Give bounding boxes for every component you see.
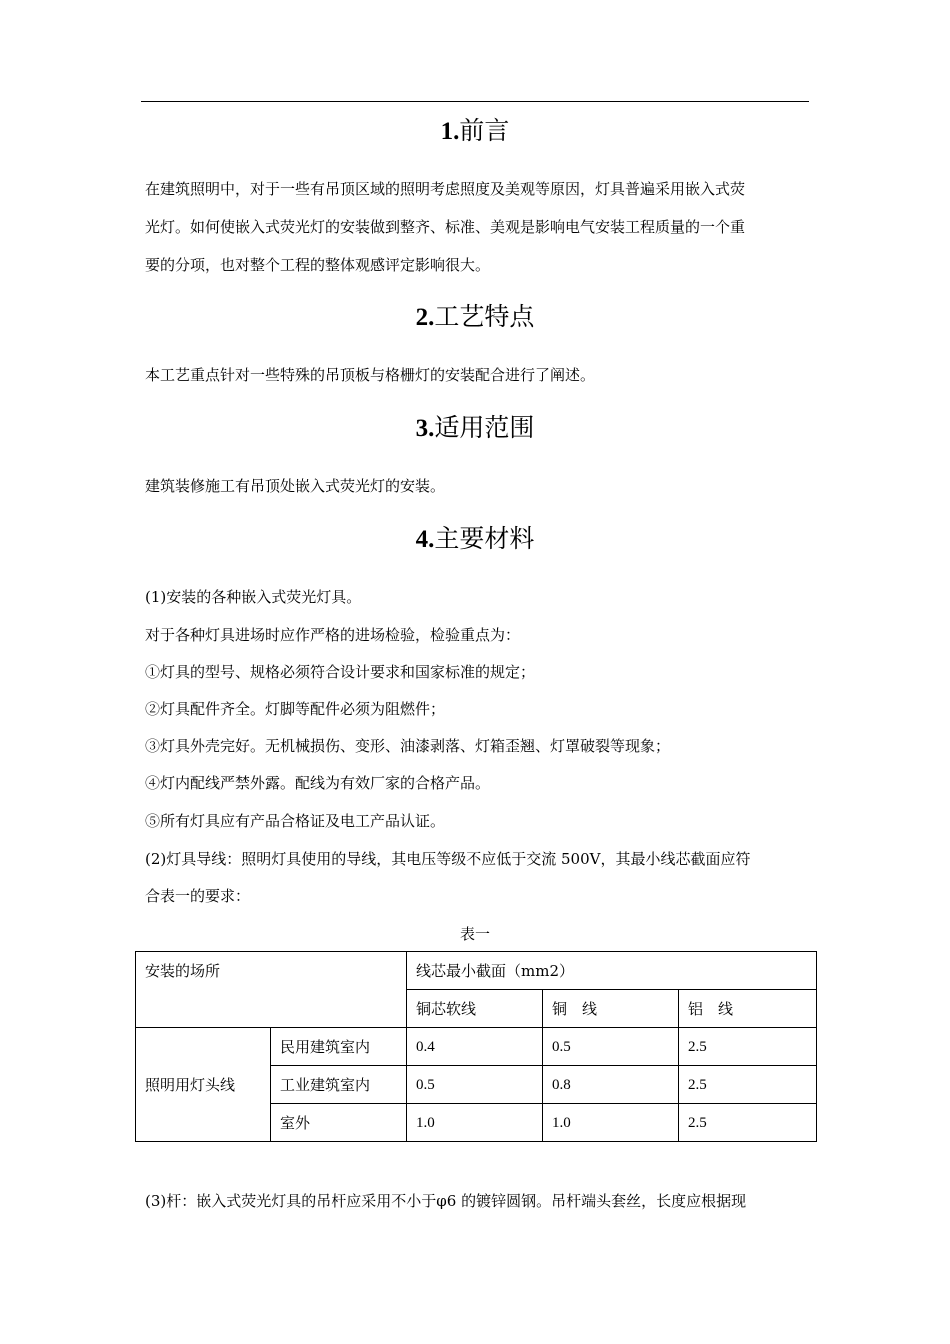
value-cell: 1.0 bbox=[407, 1104, 543, 1142]
paragraph-line: 合表一的要求： bbox=[145, 887, 251, 905]
value-cell: 0.4 bbox=[407, 1028, 543, 1066]
section-heading-3: 3.适用范围 bbox=[415, 413, 535, 442]
section-heading-1: 1.前言 bbox=[440, 116, 510, 145]
wire-section-table bbox=[135, 951, 817, 1142]
value-cell: 0.8 bbox=[543, 1066, 679, 1104]
list-item: ④灯内配线严禁外露。配线为有效厂家的合格产品。 bbox=[145, 774, 491, 792]
list-item: ③灯具外壳完好。无机械损伤、变形、油漆剥落、灯箱歪翘、灯罩破裂等现象； bbox=[145, 737, 671, 755]
list-item: (1)安装的各种嵌入式荧光灯具。 bbox=[145, 588, 362, 606]
list-item: ⑤所有灯具应有产品合格证及电工产品认证。 bbox=[145, 812, 446, 830]
list-item: ①灯具的型号、规格必须符合设计要求和国家标准的规定； bbox=[145, 663, 536, 681]
value-cell: 0.5 bbox=[543, 1028, 679, 1066]
paragraph-line: 要的分项，也对整个工程的整体观感评定影响很大。 bbox=[145, 256, 491, 274]
value-cell: 2.5 bbox=[679, 1104, 817, 1142]
list-item: (2)灯具导线：照明灯具使用的导线，其电压等级不应低于交流 500V，其最小线芯截面应符 bbox=[145, 850, 751, 868]
header-section-cell: 线芯最小截面（mm2） bbox=[407, 952, 817, 990]
place-cell: 工业建筑室内 bbox=[271, 1066, 407, 1104]
table-row bbox=[136, 1028, 817, 1066]
section-heading-2: 2.工艺特点 bbox=[415, 302, 535, 331]
value-cell: 0.5 bbox=[407, 1066, 543, 1104]
section-heading-4: 4.主要材料 bbox=[415, 524, 535, 553]
place-cell: 民用建筑室内 bbox=[271, 1028, 407, 1066]
paragraph-line: 本工艺重点针对一些特殊的吊顶板与格栅灯的安装配合进行了阐述。 bbox=[145, 366, 596, 384]
paragraph-line: 光灯。如何使嵌入式荧光灯的安装做到整齐、标准、美观是影响电气安装工程质量的一个重 bbox=[145, 218, 746, 236]
table-header-row bbox=[136, 952, 817, 990]
list-item: ②灯具配件齐全。灯脚等配件必须为阻燃件； bbox=[145, 700, 446, 718]
value-cell: 2.5 bbox=[679, 1028, 817, 1066]
paragraph-line: (3)杆：嵌入式荧光灯具的吊杆应采用不小于φ6 的镀锌圆钢。吊杆端头套丝，长度应根据现 bbox=[145, 1192, 747, 1210]
paragraph-line: 建筑装修施工有吊顶处嵌入式荧光灯的安装。 bbox=[145, 477, 446, 495]
place-cell: 室外 bbox=[271, 1104, 407, 1142]
table-caption: 表一 bbox=[459, 925, 490, 943]
value-cell: 1.0 bbox=[543, 1104, 679, 1142]
paragraph-line: 对于各种灯具进场时应作严格的进场检验，检验重点为： bbox=[145, 626, 521, 644]
value-cell: 2.5 bbox=[679, 1066, 817, 1104]
subheader-cell: 铜 线 bbox=[543, 990, 679, 1028]
header-rule bbox=[141, 101, 809, 102]
paragraph-line: 在建筑照明中，对于一些有吊顶区域的照明考虑照度及美观等原因，灯具普遍采用嵌入式荧 bbox=[145, 180, 746, 198]
group-label-cell: 照明用灯头线 bbox=[136, 1028, 271, 1142]
header-place-cell: 安装的场所 bbox=[136, 952, 407, 1028]
subheader-cell: 铜芯软线 bbox=[407, 990, 543, 1028]
subheader-cell: 铝 线 bbox=[679, 990, 817, 1028]
